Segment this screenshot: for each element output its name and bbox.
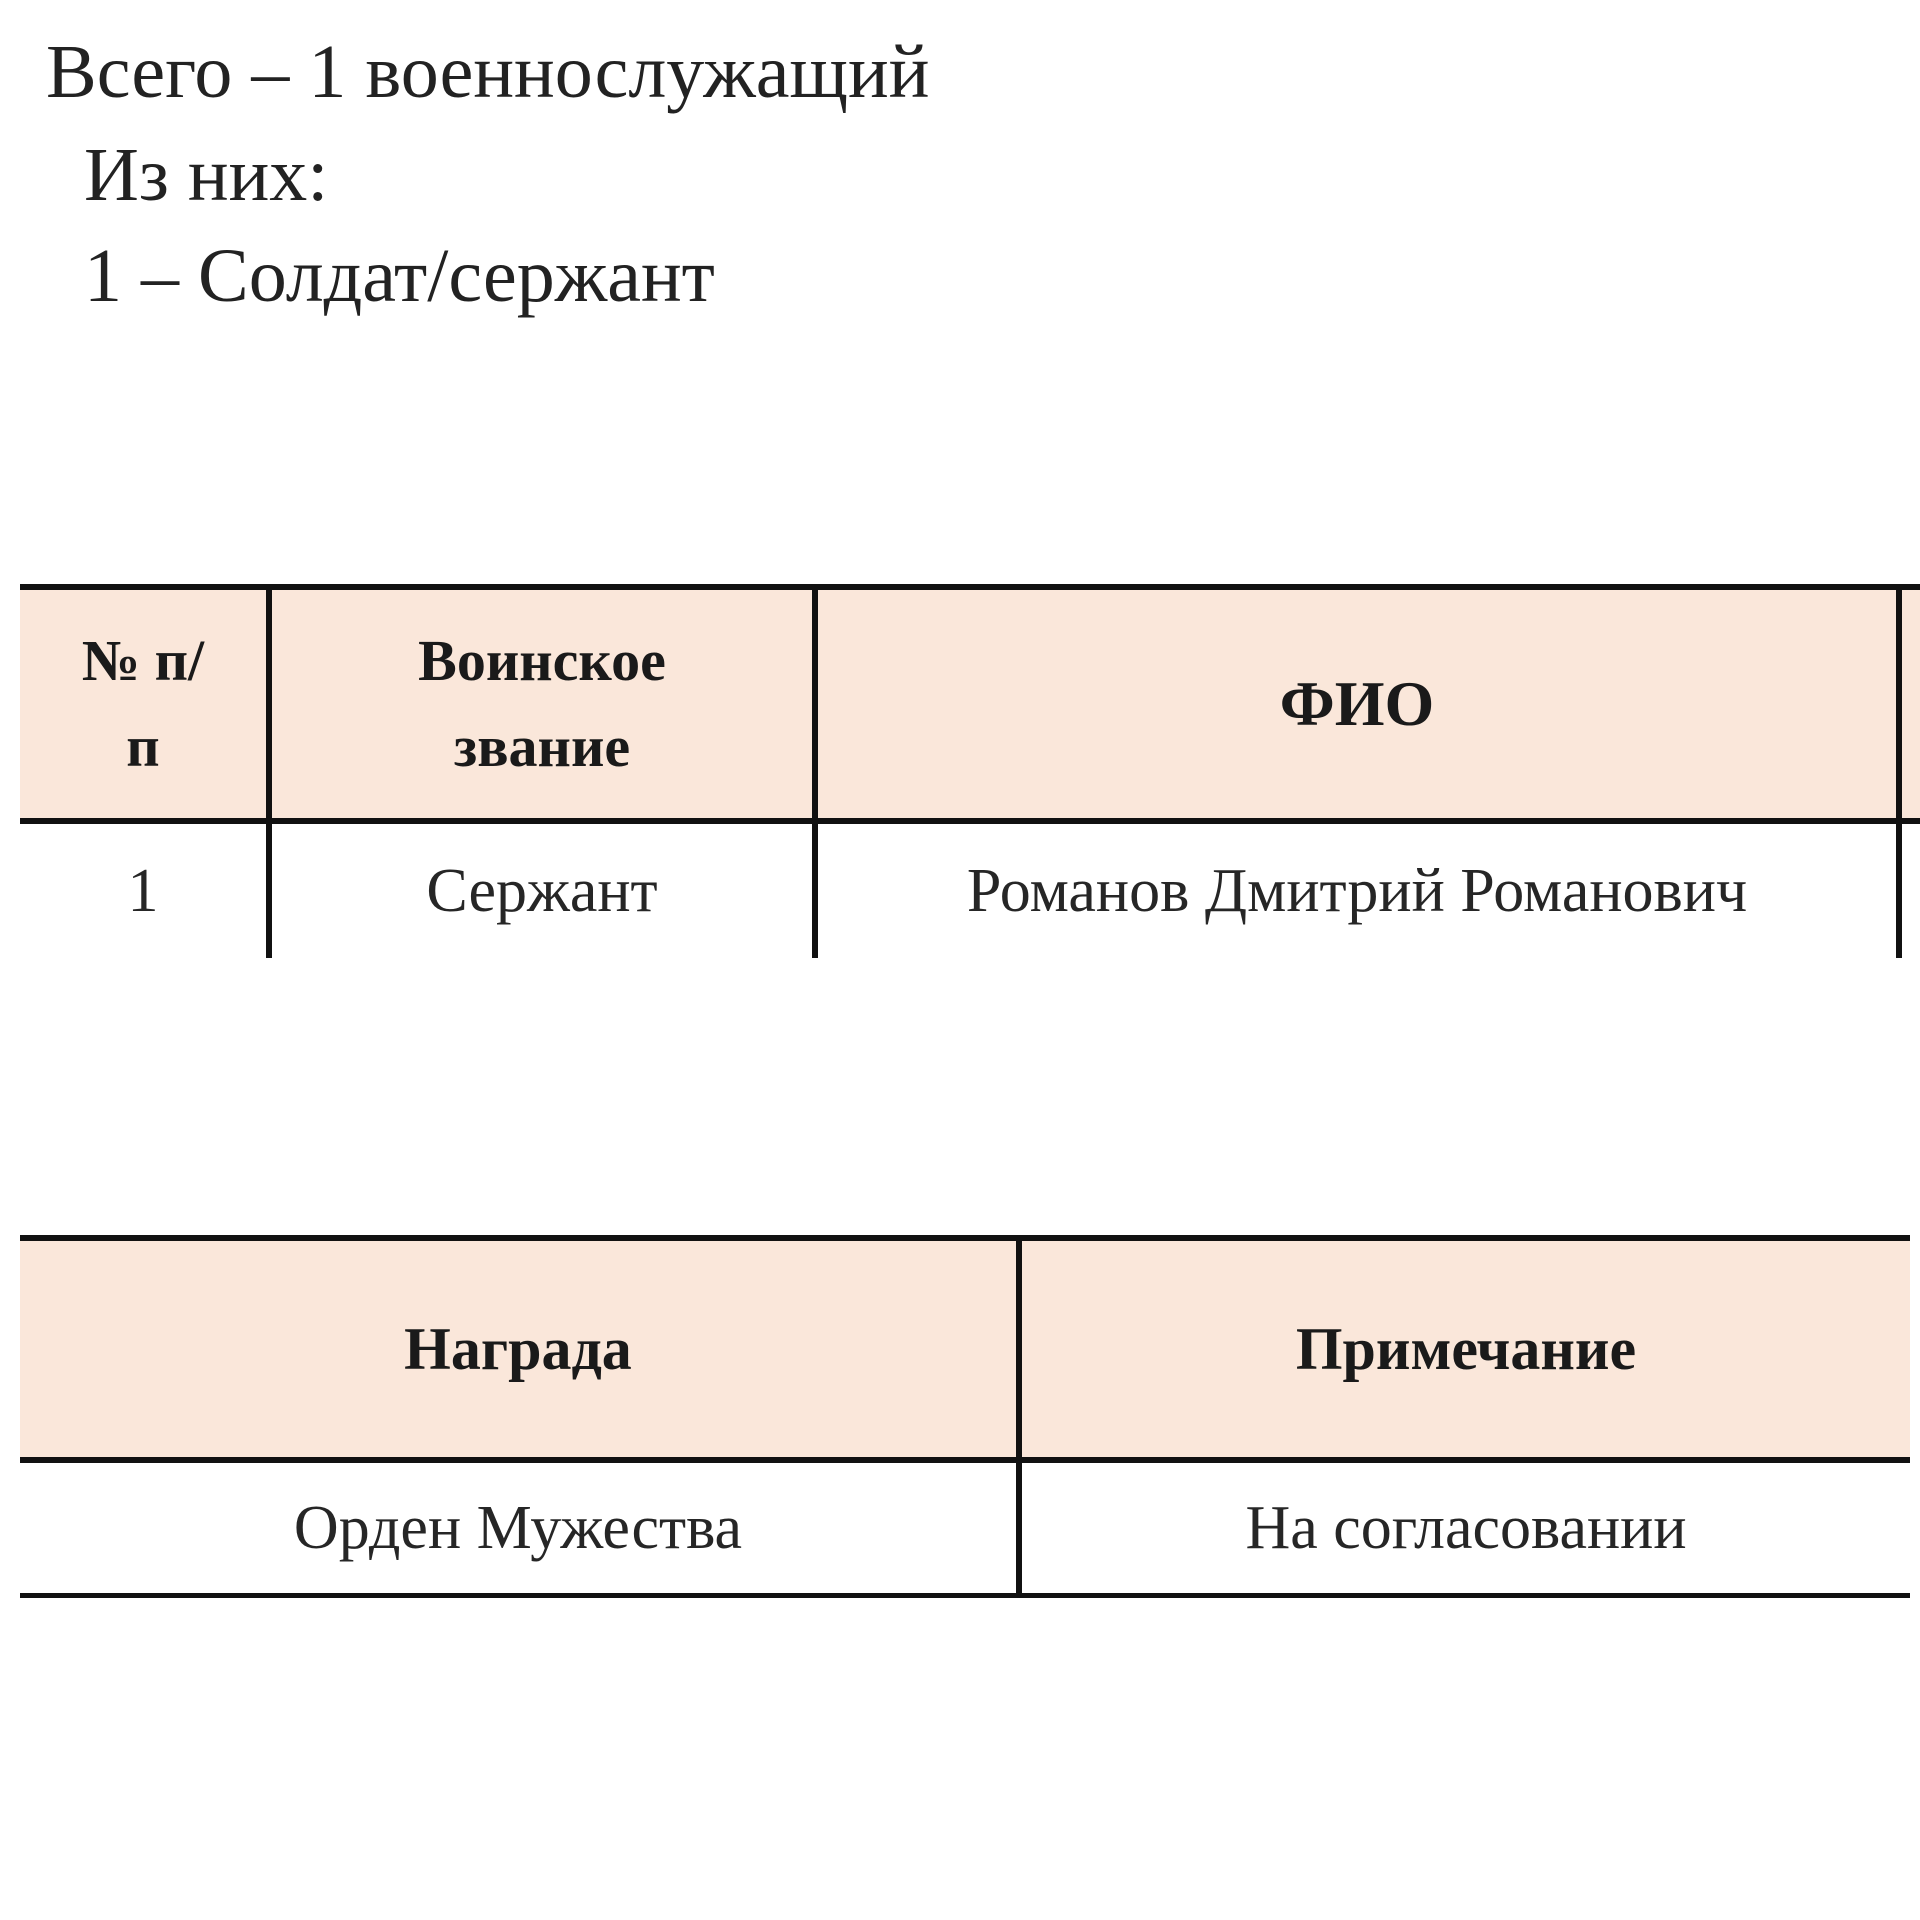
personnel-table-header <box>20 587 1920 821</box>
award-header-row <box>20 1238 1910 1460</box>
personnel-table-body <box>20 821 1920 958</box>
header-note: Примечание <box>1019 1238 1910 1460</box>
cell-award: Орден Мужества <box>20 1460 1019 1596</box>
summary-rank-count: 1 – Солдат/сержант <box>84 234 715 318</box>
cell-full-name: Романов Дмитрий Романович <box>815 821 1899 958</box>
table-row <box>20 1460 1910 1596</box>
cell-note: На согласовании <box>1019 1460 1910 1596</box>
header-number-line1: № п/ <box>81 628 205 693</box>
header-rank-line1: Воинское <box>418 628 666 693</box>
award-table-body <box>20 1460 1910 1596</box>
summary-total: Всего – 1 военнослужащий <box>46 30 930 114</box>
header-award: Награда <box>20 1238 1019 1460</box>
award-table-header <box>20 1238 1910 1460</box>
award-table <box>20 1235 1910 1598</box>
personnel-table <box>20 584 1920 958</box>
cell-stub-column <box>1899 821 1920 958</box>
table-row <box>20 821 1920 958</box>
header-full-name: ФИО <box>815 587 1899 821</box>
header-number-line2: п <box>126 714 160 779</box>
header-rank <box>269 587 815 821</box>
summary-of-them: Из них: <box>84 133 329 217</box>
cell-rank: Сержант <box>269 821 815 958</box>
header-number <box>20 587 269 821</box>
personnel-header-row <box>20 587 1920 821</box>
header-rank-line2: звание <box>453 714 631 779</box>
cell-number: 1 <box>20 821 269 958</box>
header-stub-column <box>1899 587 1920 821</box>
